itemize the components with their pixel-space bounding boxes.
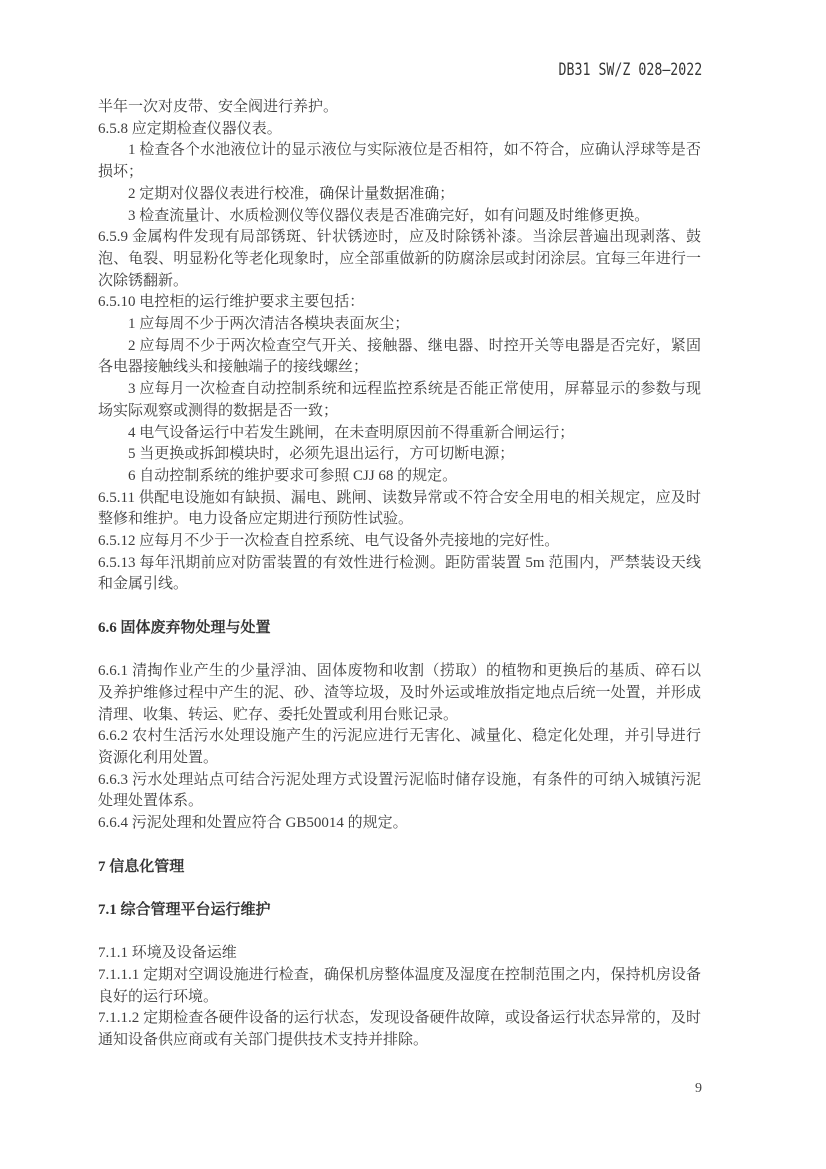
section-heading: 6.6 固体废弃物处理与处置 xyxy=(98,619,271,636)
body-paragraph: 7.1.1.1 定期对空调设施进行检查，确保机房整体温度及湿度在控制范围之内，保持机房设备良好的运行环境。 xyxy=(98,967,701,1005)
body-paragraph: 6.5.8 应定期检查仪器仪表。 xyxy=(98,120,282,137)
body-paragraph: 6.5.9 金属构件发现有局部锈斑、针状锈迹时，应及时除锈补漆。当涂层普遍出现剥落、鼓泡、龟裂、明显粉化等老化现象时，应全部重做新的防腐涂层或封闭涂层。宜每三年进行一次除锈翻新。 xyxy=(98,229,701,289)
standard-code-header: DB31 SW/Z 028—2022 xyxy=(558,60,702,80)
list-item: 2 定期对仪器仪表进行校准，确保计量数据准确； xyxy=(128,185,455,202)
body-paragraph: 6.5.11 供配电设施如有缺损、漏电、跳闸、读数异常或不符合安全用电的相关规定，应及时整修和维护。电力设备应定期进行预防性试验。 xyxy=(98,489,701,528)
body-paragraph: 6.6.2 农村生活污水处理设施产生的污泥应进行无害化、减量化、稳定化处理，并引导进行资源化利用处置。 xyxy=(98,728,701,767)
section-heading: 7.1 综合管理平台运行维护 xyxy=(98,901,271,918)
body-paragraph: 7.1.1 环境及设备运维 xyxy=(98,945,237,962)
list-item: 1 检查各个水池液位计的显示液位与实际液位是否相符，如不符合，应确认浮球等是否损坏； xyxy=(98,142,701,181)
body-paragraph: 6.6.4 污泥处理和处置应符合 GB50014 的规定。 xyxy=(98,815,408,832)
document-body xyxy=(98,97,701,1052)
body-paragraph: 6.6.3 污水处理站点可结合污泥处理方式设置污泥临时储存设施，有条件的可纳入城镇污泥处理处置体系。 xyxy=(98,771,701,810)
body-paragraph: 7.1.1.2 定期检查各硬件设备的运行状态，发现设备硬件故障，或设备运行状态异常的，及时通知设备供应商或有关部门提供技术支持并排除。 xyxy=(98,1010,701,1049)
body-paragraph: 6.5.12 应每月不少于一次检查自控系统、电气设备外壳接地的完好性。 xyxy=(98,533,560,550)
body-paragraph: 6.6.1 清掏作业产生的少量浮油、固体废物和收割（捞取）的植物和更换后的基质、碎石以及养护维修过程中产生的泥、砂、渣等垃圾，及时外运或堆放指定地点后统一处置，并形成清理、收集、转运、贮存、委托处置或利用台账记录。 xyxy=(98,663,701,723)
chapter-heading: 7 信息化管理 xyxy=(98,858,185,875)
body-paragraph: 半年一次对皮带、安全阀进行养护。 xyxy=(98,99,339,115)
list-item: 1 应每周不少于两次清洁各模块表面灰尘； xyxy=(128,316,410,333)
list-item: 3 应每月一次检查自动控制系统和远程监控系统是否能正常使用，屏幕显示的参数与现场实际观察或测得的数据是否一致； xyxy=(98,381,701,419)
body-paragraph: 6.5.13 每年汛期前应对防雷装置的有效性进行检测。距防雷装置 5m 范围内，严禁装设天线和金属引线。 xyxy=(98,554,701,593)
list-item: 6 自动控制系统的维护要求可参照 CJJ 68 的规定。 xyxy=(128,467,458,484)
page-number: 9 xyxy=(695,1081,702,1096)
list-item: 3 检查流量计、水质检测仪等仪器仪表是否准确完好，如有问题及时维修更换。 xyxy=(128,207,650,224)
body-paragraph: 6.5.10 电控柜的运行维护要求主要包括： xyxy=(98,294,365,311)
list-item: 2 应每周不少于两次检查空气开关、接触器、继电器、时控开关等电器是否完好，紧固各电器接触线头和接触端子的接线螺丝； xyxy=(98,337,701,376)
list-item: 4 电气设备运行中若发生跳闸，在未查明原因前不得重新合闸运行； xyxy=(128,424,575,441)
list-item: 5 当更换或拆卸模块时，必须先退出运行，方可切断电源； xyxy=(128,446,515,463)
